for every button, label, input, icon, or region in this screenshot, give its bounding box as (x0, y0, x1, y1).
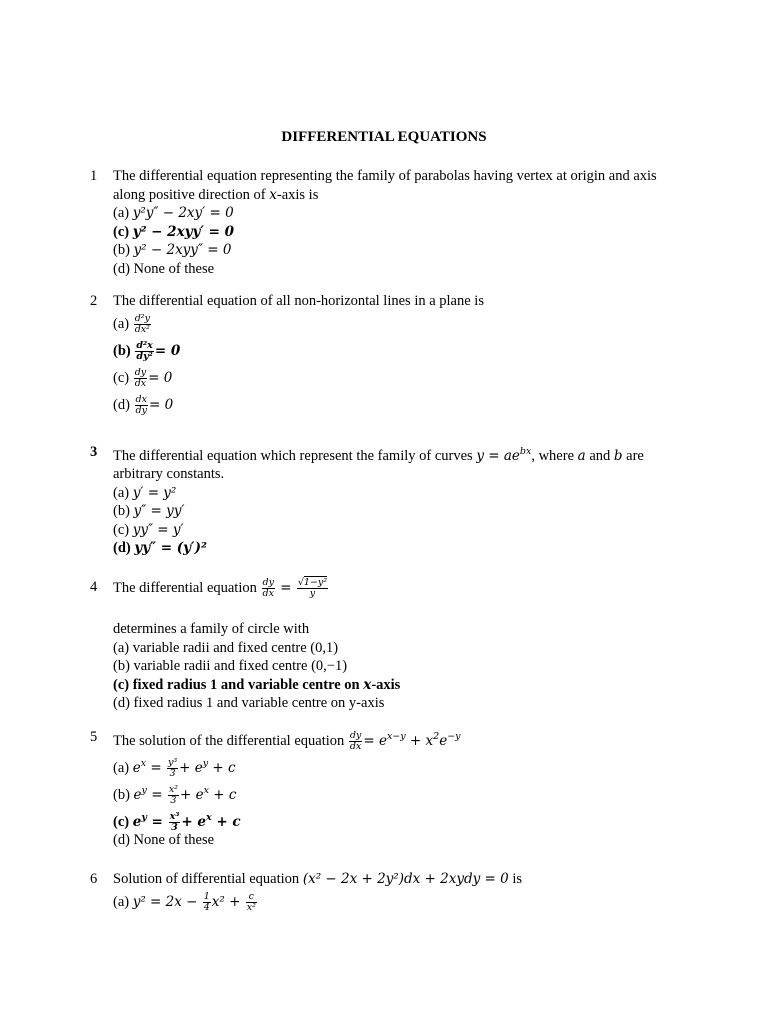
option-d: (d) $\frac{dx}{dy}$ = 0 (113, 393, 174, 416)
option-c: (c) $e^y$ = $\frac{\text{x³}}{3}$ + $e^x + c$ (113, 811, 241, 833)
option-b: (b) variable radii and fixed centre (0,−1) (113, 658, 348, 674)
question-text: Solution of differential equation (x² − 2x + 2y²)dx + 2xydy = 0 is (113, 871, 523, 887)
question-number: 5 (90, 729, 98, 745)
question-text: The differential equation which represent the family of curves $y = ae^{bx}$, where a and b are (113, 446, 644, 464)
option-b: (b) $\frac{\text{d²x}}{\text{dy²}}$ = 0 (113, 339, 181, 362)
option-d: (d) None of these (113, 832, 215, 848)
option-c: (c) $\frac{dy}{dx}$ = 0 (113, 366, 173, 389)
option-c: (c) y² − 2xyy′ = 0 (113, 223, 234, 240)
option-a: (a) variable radii and fixed centre (0,1) (113, 639, 339, 656)
option-c: (c) fixed radius 1 and variable centre on x-axis (113, 676, 401, 693)
option-a: (a) $\frac{\text{d²y}}{\text{dx²}}$ (113, 312, 150, 335)
option-a: (a) y²y″ − 2xy′ = 0 (113, 205, 234, 221)
option-a: (a) y² = 2x − $\frac{1}{4}$ x² + $\frac{c}{\text{x²}}$ (113, 890, 256, 913)
option-a: (a) y′ = y² (113, 484, 177, 501)
option-b: (b) $e^y$ = $\frac{\text{x²}}{3}$ + $e^x + c$ (113, 784, 237, 806)
option-a: (a) $e^x$ = $\frac{\text{y³}}{3}$ + $e^y + c$ (113, 757, 236, 779)
option-b: (b) y² − 2xyy″ = 0 (113, 242, 232, 258)
question-text: The differential equation of all non-horizontal lines in a plane is (113, 293, 484, 309)
question-text-cont: arbitrary constants. (113, 466, 225, 483)
question-5 (90, 724, 690, 850)
question-text: The solution of the differential equation $\frac{dy}{dx}$ = $e^{x-y} + x^2e^{-y}$ (113, 730, 461, 752)
question-3 (90, 443, 690, 558)
question-6 (90, 870, 690, 916)
question-2 (90, 292, 690, 419)
question-1 (90, 167, 690, 278)
question-text: The differential equation representing the family of parabolas having vertex at origin and axis (113, 168, 657, 184)
option-d: (d) None of these (113, 260, 215, 277)
question-4 (90, 570, 690, 713)
question-number: 3 (90, 444, 98, 460)
option-b: (b) y″ = yy′ (113, 503, 185, 520)
option-c: (c) yy″ = y′ (113, 521, 184, 538)
question-number: 2 (90, 293, 98, 309)
page-title: DIFFERENTIAL EQUATIONS (281, 129, 487, 145)
question-number: 1 (90, 168, 98, 184)
option-d: (d) yy″ = (y′)² (113, 540, 207, 557)
option-d: (d) fixed radius 1 and variable centre on y-axis (113, 695, 385, 711)
question-text-cont: along positive direction of x-axis is (113, 186, 319, 203)
question-number: 6 (90, 871, 98, 887)
question-text-cont: determines a family of circle with (113, 621, 310, 637)
question-text: The differential equation $\frac{dy}{dx}$ = $\frac{\text{√1−y²}}{y}$ (113, 577, 328, 600)
question-number: 4 (90, 579, 98, 595)
